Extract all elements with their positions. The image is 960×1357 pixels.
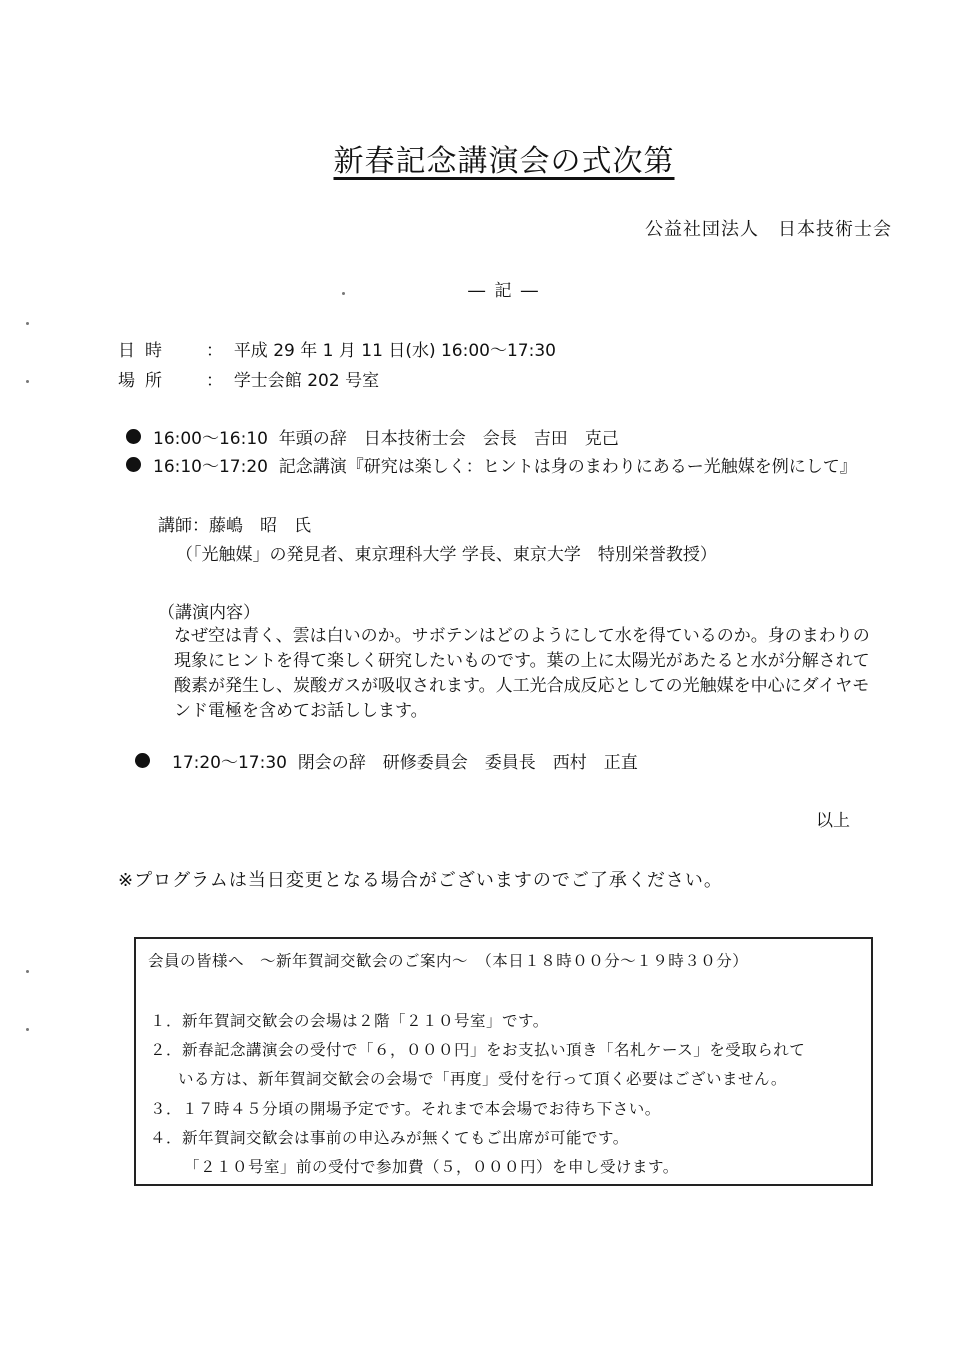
closing-item — [172, 748, 638, 773]
box-item-continued: いる方は、新年賀詞交歓会の会場で「再度」受付を行って頂く必要はございません。 — [178, 1070, 787, 1088]
reception-info-box — [134, 937, 873, 1186]
lecturer-name: 講師：藤嶋 昭 氏 — [158, 516, 311, 536]
box-item: １．新年賀詞交歓会の会場は２階「２１０号室」です。 — [150, 1012, 549, 1030]
ki-mark: ― 記 ― — [468, 281, 540, 301]
box-header: 会員の皆様へ ～新年賀詞交歓会のご案内～ （本日１８時００分～１９時３０分） — [148, 952, 749, 970]
lecturer-profile: （「光触媒」の発見者、東京理科大学 学長、東京大学 特別栄誉教授） — [176, 545, 717, 565]
program-item — [153, 424, 619, 449]
scan-speck — [26, 380, 29, 383]
box-item: ２．新春記念講演会の受付で「６，０００円」をお支払い頂き「名札ケース」を受取られて — [150, 1041, 806, 1059]
bullet-icon — [126, 429, 141, 444]
bullet-icon — [135, 753, 150, 768]
program-text: 記念講演『研究は楽しく：ヒントは身のまわりにあるー光触媒を例にして』 — [278, 457, 857, 477]
lecture-content-heading: （講演内容） — [158, 603, 260, 623]
place-separator: ： — [206, 371, 223, 391]
program-time: 16:00〜16:10 — [153, 429, 268, 449]
closing-text: 閉会の辞 研修委員会 委員長 西村 正直 — [297, 753, 638, 773]
program-time: 16:10〜17:20 — [153, 457, 268, 477]
place-row — [118, 366, 379, 391]
box-item: ４．新年賀詞交歓会は事前の申込みが無くてもご出席が可能です。 — [150, 1129, 629, 1147]
datetime-row — [118, 336, 556, 361]
datetime-value: 平成 29 年 1 月 11 日(水) 16:00〜17:30 — [233, 341, 556, 361]
notice-text: ※プログラムは当日変更となる場合がございますのでご了承ください。 — [118, 870, 723, 891]
scan-speck — [26, 322, 29, 325]
scan-speck — [26, 970, 29, 973]
end-mark: 以上 — [816, 811, 850, 831]
datetime-separator: ： — [206, 341, 223, 361]
scan-speck — [342, 292, 345, 295]
lecture-content-body: なぜ空は青く、雲は白いのか。サボテンはどのようにして水を得ているのか。身のまわりの現象にヒントを得て楽しく研究したいものです。葉の上に太陽光があたると水が分解されて酸素が発生し、炭酸ガスが吸収されます。人工光合成反応としての光触媒を中心にダイヤモンド電極を含めてお話しします。 — [174, 626, 870, 721]
box-item-continued: 「２１０号室」前の受付で参加費（５，０００円）を申し受けます。 — [184, 1158, 679, 1176]
program-text: 年頭の辞 日本技術士会 会長 吉田 克己 — [278, 429, 619, 449]
scan-speck — [26, 1028, 29, 1031]
place-label: 場所 — [118, 371, 172, 391]
place-value: 学士会館 202 号室 — [233, 371, 380, 391]
organization-name: 公益社団法人 日本技術士会 — [645, 219, 892, 240]
page-title: 新春記念講演会の式次第 — [333, 144, 675, 179]
box-item: ３．１７時４５分頃の開場予定です。それまで本会場でお待ち下さい。 — [150, 1100, 661, 1118]
closing-time: 17:20〜17:30 — [172, 753, 287, 773]
datetime-label: 日時 — [118, 341, 172, 361]
bullet-icon — [126, 457, 141, 472]
program-item — [153, 452, 857, 477]
